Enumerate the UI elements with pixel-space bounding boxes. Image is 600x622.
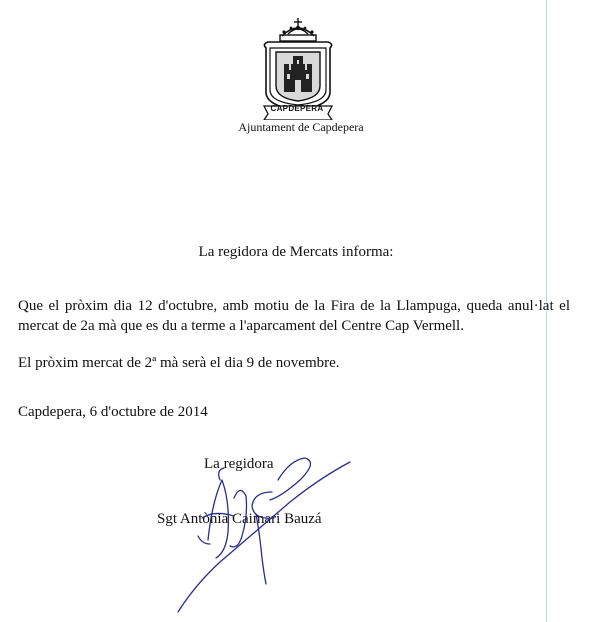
signatory-role: La regidora (204, 456, 274, 472)
signatory-name: Sgt Antònia Caimari Bauzá (157, 511, 322, 527)
notice-heading: La regidora de Mercats informa: (198, 244, 394, 260)
crest-label: CAPDEPERA (270, 104, 324, 113)
notice-paragraph-cancellation: Que el pròxim dia 12 d'octubre, amb motiu de la Fira de la Llampuga, queda anul·lat el mercat de 2a mà que es du a terme a l'aparcament del Centre Cap Vermell. (18, 298, 570, 334)
organization-name: Ajuntament de Capdepera (238, 120, 364, 134)
notice-paragraph-next-market: El pròxim mercat de 2ª mà serà el dia 9 de novembre. (18, 355, 340, 371)
notice-place-date: Capdepera, 6 d'octubre de 2014 (18, 404, 208, 420)
